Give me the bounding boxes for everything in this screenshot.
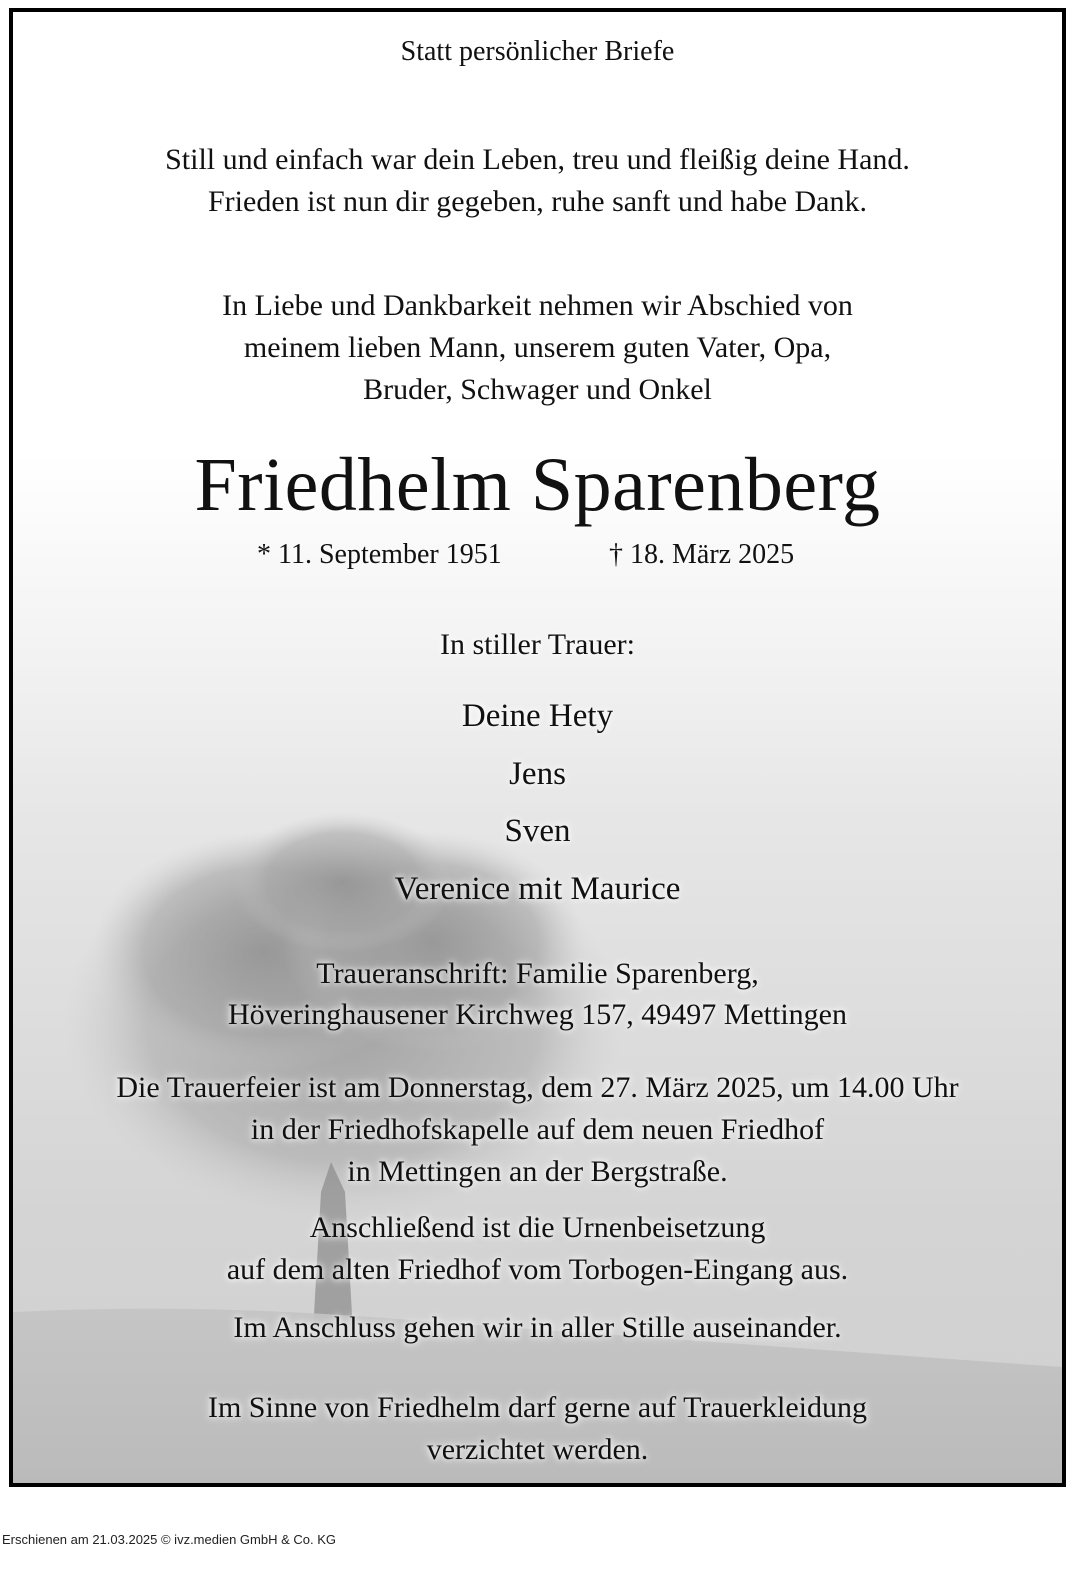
deceased-name: Friedhelm Sparenberg xyxy=(194,443,881,527)
mourner-3: Sven xyxy=(504,813,571,849)
ceremony-line-1: Die Trauerfeier ist am Donnerstag, dem 27. März 2025, um 14.00 Uhr xyxy=(116,1071,959,1104)
ceremony-line-2: in der Friedhofskapelle auf dem neuen Friedhof xyxy=(250,1113,825,1146)
address-line-2: Höveringhausener Kirchweg 157, 49497 Mettingen xyxy=(227,998,847,1031)
dress-note-line-1: Im Sinne von Friedhelm darf gerne auf Trauerkleidung xyxy=(207,1391,868,1424)
mourner-2: Jens xyxy=(509,756,566,792)
verse-line-2: Frieden ist nun dir gegeben, ruhe sanft und habe Dank. xyxy=(208,185,867,218)
mourner-1: Deine Hety xyxy=(461,698,614,734)
ceremony-line-3: in Mettingen an der Bergstraße. xyxy=(347,1155,728,1188)
intro-line-3: Bruder, Schwager und Onkel xyxy=(363,373,712,406)
mourning-label: In stiller Trauer: xyxy=(440,628,635,661)
mourner-4: Verenice mit Maurice xyxy=(394,871,681,907)
closing-line: Im Anschluss gehen wir in aller Stille auseinander. xyxy=(233,1311,842,1344)
intro-line-1: In Liebe und Dankbarkeit nehmen wir Abschied von xyxy=(222,289,853,322)
header-line: Statt persönlicher Briefe xyxy=(400,36,675,67)
death-date: † 18. März 2025 xyxy=(609,539,795,570)
address-line-1: Traueranschrift: Familie Sparenberg, xyxy=(316,957,759,990)
dress-note-line-2: verzichtet werden. xyxy=(426,1433,649,1466)
publication-footer: Erschienen am 21.03.2025 © ivz.medien GmbH & Co. KG xyxy=(2,1532,337,1547)
obituary-frame xyxy=(9,8,1066,1487)
verse-line-1: Still und einfach war dein Leben, treu und fleißig deine Hand. xyxy=(165,143,910,176)
intro-line-2: meinem lieben Mann, unserem guten Vater, Opa, xyxy=(243,331,832,364)
burial-line-1: Anschließend ist die Urnenbeisetzung xyxy=(309,1211,766,1244)
birth-date: * 11. September 1951 xyxy=(257,539,502,570)
burial-line-2: auf dem alten Friedhof vom Torbogen-Eingang aus. xyxy=(226,1253,849,1286)
